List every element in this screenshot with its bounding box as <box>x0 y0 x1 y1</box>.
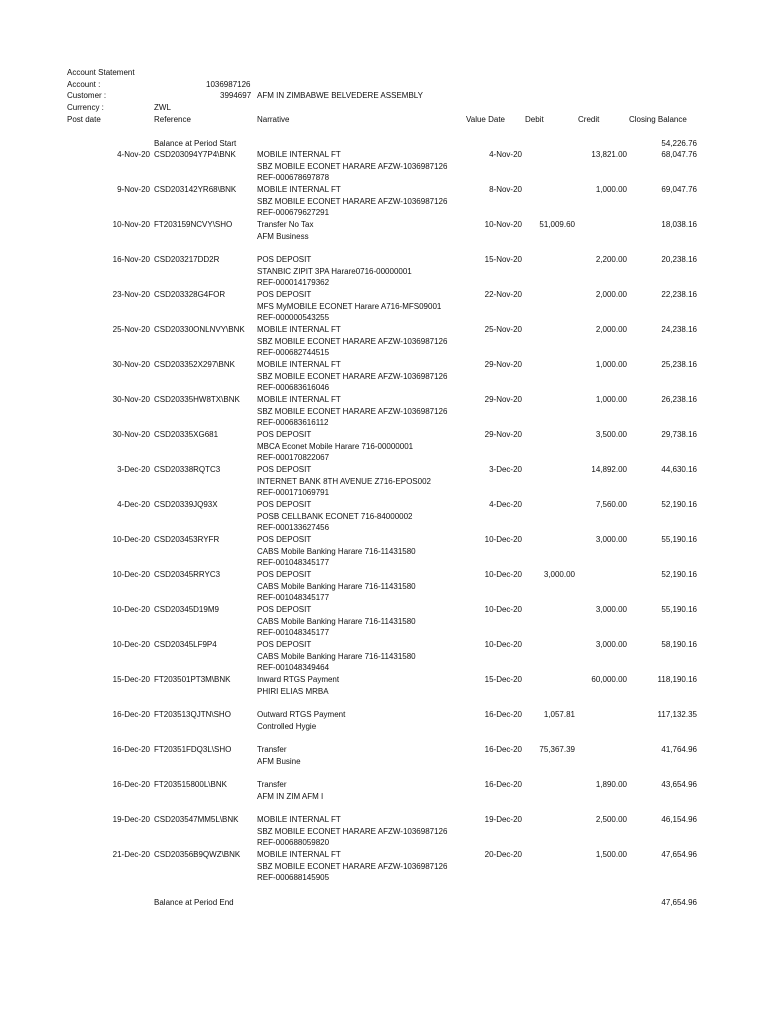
value-date-cell: 22-Nov-20 <box>484 290 522 299</box>
narrative-line: POS DEPOSIT <box>257 535 312 544</box>
value-date-cell: 16-Dec-20 <box>484 710 522 719</box>
balance-cell: 25,238.16 <box>661 360 697 369</box>
balance-cell: 44,630.16 <box>661 465 697 474</box>
balance-cell: 58,190.16 <box>661 640 697 649</box>
narrative-line: MFS MyMOBILE ECONET Harare A716-MFS09001 <box>257 301 442 311</box>
narrative-line: REF-000133627456 <box>257 523 330 532</box>
balance-cell: 18,038.16 <box>661 220 697 229</box>
reference-cell: CSD203547MM5L\BNK <box>154 815 239 824</box>
debit-cell: 3,000.00 <box>543 570 575 579</box>
credit-cell: 13,821.00 <box>591 150 627 159</box>
narrative-line: MOBILE INTERNAL FT <box>257 150 341 159</box>
credit-cell: 2,500.00 <box>595 815 627 824</box>
narrative-line: MOBILE INTERNAL FT <box>257 815 341 824</box>
value-date-cell: 4-Dec-20 <box>489 500 522 509</box>
narrative-cell <box>257 534 416 569</box>
narrative-cell <box>257 359 447 394</box>
reference-cell: CSD20330ONLNVY\BNK <box>154 325 245 334</box>
post-date-cell: 25-Nov-20 <box>112 325 150 334</box>
credit-cell: 2,200.00 <box>595 255 627 264</box>
balance-cell: 118,190.16 <box>657 675 697 684</box>
post-date-cell: 9-Nov-20 <box>117 185 150 194</box>
credit-cell: 3,000.00 <box>595 640 627 649</box>
col-narrative: Narrative <box>257 115 290 124</box>
balance-cell: 46,154.96 <box>661 815 697 824</box>
narrative-line: SBZ MOBILE ECONET HARARE AFZW-1036987126 <box>257 826 448 836</box>
balance-cell: 29,738.16 <box>661 430 697 439</box>
value-date-cell: 15-Dec-20 <box>484 675 522 684</box>
narrative-line: MOBILE INTERNAL FT <box>257 185 341 194</box>
credit-cell: 2,000.00 <box>595 325 627 334</box>
col-post-date: Post date <box>67 115 101 124</box>
credit-cell: 1,000.00 <box>595 360 627 369</box>
narrative-line: REF-000688145905 <box>257 873 330 882</box>
reference-cell: FT203501PT3M\BNK <box>154 675 231 684</box>
reference-cell: CSD203352X297\BNK <box>154 360 235 369</box>
narrative-cell <box>257 184 447 219</box>
post-date-cell: 21-Dec-20 <box>112 850 150 859</box>
balance-cell: 52,190.16 <box>661 500 697 509</box>
narrative-line: CABS Mobile Banking Harare 716-11431580 <box>257 546 416 556</box>
currency-label: Currency : <box>67 103 104 112</box>
value-date-cell: 25-Nov-20 <box>484 325 522 334</box>
narrative-line: SBZ MOBILE ECONET HARARE AFZW-1036987126 <box>257 371 448 381</box>
debit-cell: 51,009.60 <box>539 220 575 229</box>
post-date-cell: 10-Dec-20 <box>112 570 150 579</box>
narrative-cell <box>257 814 447 849</box>
narrative-line: AFM Business <box>257 231 309 241</box>
narrative-line: PHIRI ELIAS MRBA <box>257 686 329 696</box>
narrative-line: SBZ MOBILE ECONET HARARE AFZW-1036987126 <box>257 406 448 416</box>
post-date-cell: 30-Nov-20 <box>112 360 150 369</box>
value-date-cell: 4-Nov-20 <box>489 150 522 159</box>
reference-cell: CSD203453RYFR <box>154 535 220 544</box>
narrative-line: REF-000014179362 <box>257 278 330 287</box>
post-date-cell: 15-Dec-20 <box>112 675 150 684</box>
balance-cell: 55,190.16 <box>661 535 697 544</box>
value-date-cell: 16-Dec-20 <box>484 780 522 789</box>
value-date-cell: 20-Dec-20 <box>484 850 522 859</box>
opening-balance-label: Balance at Period Start <box>154 139 237 148</box>
narrative-cell <box>257 709 345 732</box>
narrative-line: POS DEPOSIT <box>257 290 312 299</box>
narrative-cell <box>257 639 416 674</box>
narrative-line: POS DEPOSIT <box>257 430 312 439</box>
narrative-line: POS DEPOSIT <box>257 640 312 649</box>
narrative-cell <box>257 604 416 639</box>
narrative-cell <box>257 499 413 534</box>
narrative-line: POS DEPOSIT <box>257 465 312 474</box>
post-date-cell: 30-Nov-20 <box>112 395 150 404</box>
customer-id: 3994697 <box>220 91 252 100</box>
narrative-line: INTERNET BANK 8TH AVENUE Z716-EPOS002 <box>257 476 431 486</box>
value-date-cell: 10-Dec-20 <box>484 605 522 614</box>
col-debit: Debit <box>525 115 544 124</box>
balance-cell: 117,132.35 <box>657 710 697 719</box>
narrative-line: SBZ MOBILE ECONET HARARE AFZW-1036987126 <box>257 861 448 871</box>
narrative-line: SBZ MOBILE ECONET HARARE AFZW-1036987126 <box>257 161 448 171</box>
credit-cell: 2,000.00 <box>595 290 627 299</box>
post-date-cell: 10-Dec-20 <box>112 535 150 544</box>
narrative-cell <box>257 324 447 359</box>
account-label: Account : <box>67 80 101 89</box>
narrative-line: REF-001048349464 <box>257 663 330 672</box>
value-date-cell: 10-Dec-20 <box>484 535 522 544</box>
value-date-cell: 19-Dec-20 <box>484 815 522 824</box>
post-date-cell: 16-Dec-20 <box>112 780 150 789</box>
post-date-cell: 16-Nov-20 <box>112 255 150 264</box>
reference-cell: CSD203094Y7P4\BNK <box>154 150 236 159</box>
post-date-cell: 30-Nov-20 <box>112 430 150 439</box>
credit-cell: 1,000.00 <box>595 395 627 404</box>
post-date-cell: 4-Nov-20 <box>117 150 150 159</box>
narrative-line: REF-001048345177 <box>257 628 330 637</box>
currency-value: ZWL <box>154 103 171 112</box>
narrative-cell <box>257 149 447 184</box>
debit-cell: 1,057.81 <box>543 710 575 719</box>
narrative-line: MOBILE INTERNAL FT <box>257 325 341 334</box>
value-date-cell: 10-Nov-20 <box>484 220 522 229</box>
narrative-line: REF-000683616112 <box>257 418 329 427</box>
balance-cell: 43,654.96 <box>661 780 697 789</box>
credit-cell: 14,892.00 <box>591 465 627 474</box>
narrative-cell <box>257 394 447 429</box>
narrative-line: REF-000171069791 <box>257 488 330 497</box>
debit-cell: 75,367.39 <box>539 745 575 754</box>
value-date-cell: 16-Dec-20 <box>484 745 522 754</box>
balance-cell: 47,654.96 <box>661 850 697 859</box>
value-date-cell: 10-Dec-20 <box>484 570 522 579</box>
narrative-line: AFM IN ZIM AFM I <box>257 791 324 801</box>
narrative-line: MOBILE INTERNAL FT <box>257 360 341 369</box>
narrative-line: POS DEPOSIT <box>257 255 312 264</box>
reference-cell: CSD20335HW8TX\BNK <box>154 395 240 404</box>
narrative-line: POS DEPOSIT <box>257 605 312 614</box>
narrative-line: POS DEPOSIT <box>257 500 312 509</box>
narrative-line: POSB CELLBANK ECONET 716-84000002 <box>257 511 413 521</box>
reference-cell: CSD20338RQTC3 <box>154 465 221 474</box>
balance-cell: 26,238.16 <box>661 395 697 404</box>
value-date-cell: 15-Nov-20 <box>484 255 522 264</box>
post-date-cell: 23-Nov-20 <box>112 290 150 299</box>
narrative-line: Transfer <box>257 745 287 754</box>
narrative-line: REF-001048345177 <box>257 558 330 567</box>
closing-balance-value: 47,654.96 <box>661 898 697 907</box>
narrative-line: REF-000683616046 <box>257 383 330 392</box>
narrative-line: Outward RTGS Payment <box>257 710 346 719</box>
value-date-cell: 29-Nov-20 <box>484 395 522 404</box>
balance-cell: 41,764.96 <box>661 745 697 754</box>
credit-cell: 1,000.00 <box>595 185 627 194</box>
narrative-cell <box>257 744 301 767</box>
narrative-line: Controlled Hygie <box>257 721 317 731</box>
credit-cell: 1,500.00 <box>595 850 627 859</box>
narrative-line: REF-000000543255 <box>257 313 330 322</box>
post-date-cell: 10-Dec-20 <box>112 640 150 649</box>
value-date-cell: 29-Nov-20 <box>484 430 522 439</box>
reference-cell: FT203515800L\BNK <box>154 780 227 789</box>
narrative-line: MOBILE INTERNAL FT <box>257 395 341 404</box>
credit-cell: 3,000.00 <box>595 605 627 614</box>
balance-cell: 52,190.16 <box>661 570 697 579</box>
narrative-line: CABS Mobile Banking Harare 716-11431580 <box>257 581 416 591</box>
credit-cell: 3,000.00 <box>595 535 627 544</box>
value-date-cell: 8-Nov-20 <box>489 185 522 194</box>
narrative-cell <box>257 429 413 464</box>
narrative-cell <box>257 779 323 802</box>
narrative-line: Inward RTGS Payment <box>257 675 340 684</box>
customer-label: Customer : <box>67 91 107 100</box>
balance-cell: 55,190.16 <box>661 605 697 614</box>
value-date-cell: 3-Dec-20 <box>489 465 522 474</box>
post-date-cell: 16-Dec-20 <box>112 710 150 719</box>
credit-cell: 7,560.00 <box>595 500 627 509</box>
post-date-cell: 3-Dec-20 <box>117 465 150 474</box>
reference-cell: FT203159NCVY\SHO <box>154 220 233 229</box>
narrative-line: MBCA Econet Mobile Harare 716-00000001 <box>257 441 414 451</box>
statement-title: Account Statement <box>67 68 135 77</box>
narrative-line: REF-000679627291 <box>257 208 330 217</box>
reference-cell: CSD20345RRYC3 <box>154 570 221 579</box>
narrative-line: REF-000170822067 <box>257 453 330 462</box>
post-date-cell: 10-Nov-20 <box>112 220 150 229</box>
post-date-cell: 19-Dec-20 <box>112 815 150 824</box>
narrative-cell <box>257 674 339 697</box>
reference-cell: CSD203217DD2R <box>154 255 220 264</box>
post-date-cell: 4-Dec-20 <box>117 500 150 509</box>
narrative-line: SBZ MOBILE ECONET HARARE AFZW-1036987126 <box>257 336 448 346</box>
balance-cell: 24,238.16 <box>661 325 697 334</box>
narrative-line: Transfer <box>257 780 287 789</box>
reference-cell: CSD20335XG681 <box>154 430 219 439</box>
reference-cell: CSD20345LF9P4 <box>154 640 217 649</box>
narrative-line: CABS Mobile Banking Harare 716-11431580 <box>257 616 416 626</box>
narrative-cell <box>257 289 441 324</box>
reference-cell: FT20351FDQ3L\SHO <box>154 745 232 754</box>
narrative-line: REF-001048345177 <box>257 593 330 602</box>
reference-cell: CSD203328G4FOR <box>154 290 226 299</box>
value-date-cell: 10-Dec-20 <box>484 640 522 649</box>
narrative-cell <box>257 569 416 604</box>
narrative-cell <box>257 849 447 884</box>
col-reference: Reference <box>154 115 191 124</box>
narrative-line: STANBIC ZIPIT 3PA Harare0716-00000001 <box>257 266 412 276</box>
narrative-cell <box>257 254 412 289</box>
narrative-line: CABS Mobile Banking Harare 716-11431580 <box>257 651 416 661</box>
narrative-line: SBZ MOBILE ECONET HARARE AFZW-1036987126 <box>257 196 448 206</box>
narrative-line: REF-000678697878 <box>257 173 330 182</box>
narrative-line: REF-000682744515 <box>257 348 330 357</box>
reference-cell: CSD20356B9QWZ\BNK <box>154 850 241 859</box>
narrative-cell <box>257 464 431 499</box>
reference-cell: CSD20345D19M9 <box>154 605 219 614</box>
opening-balance-value: 54,226.76 <box>661 139 697 148</box>
closing-balance-label: Balance at Period End <box>154 898 234 907</box>
col-closing-balance: Closing Balance <box>629 115 687 124</box>
customer-name: AFM IN ZIMBABWE BELVEDERE ASSEMBLY <box>257 91 423 100</box>
narrative-line: POS DEPOSIT <box>257 570 312 579</box>
balance-cell: 22,238.16 <box>661 290 697 299</box>
col-credit: Credit <box>578 115 600 124</box>
narrative-line: Transfer No Tax <box>257 220 314 229</box>
narrative-cell <box>257 219 313 242</box>
credit-cell: 1,890.00 <box>595 780 627 789</box>
balance-cell: 20,238.16 <box>661 255 697 264</box>
reference-cell: FT203513QJTN\SHO <box>154 710 231 719</box>
post-date-cell: 10-Dec-20 <box>112 605 150 614</box>
credit-cell: 3,500.00 <box>595 430 627 439</box>
narrative-line: AFM Busine <box>257 756 301 766</box>
narrative-line: REF-000688059820 <box>257 838 330 847</box>
balance-cell: 69,047.76 <box>661 185 697 194</box>
credit-cell: 60,000.00 <box>591 675 627 684</box>
value-date-cell: 29-Nov-20 <box>484 360 522 369</box>
col-value-date: Value Date <box>466 115 505 124</box>
reference-cell: CSD20339JQ93X <box>154 500 218 509</box>
reference-cell: CSD203142YR68\BNK <box>154 185 237 194</box>
narrative-line: MOBILE INTERNAL FT <box>257 850 341 859</box>
post-date-cell: 16-Dec-20 <box>112 745 150 754</box>
balance-cell: 68,047.76 <box>661 150 697 159</box>
account-number: 1036987126 <box>206 80 251 89</box>
